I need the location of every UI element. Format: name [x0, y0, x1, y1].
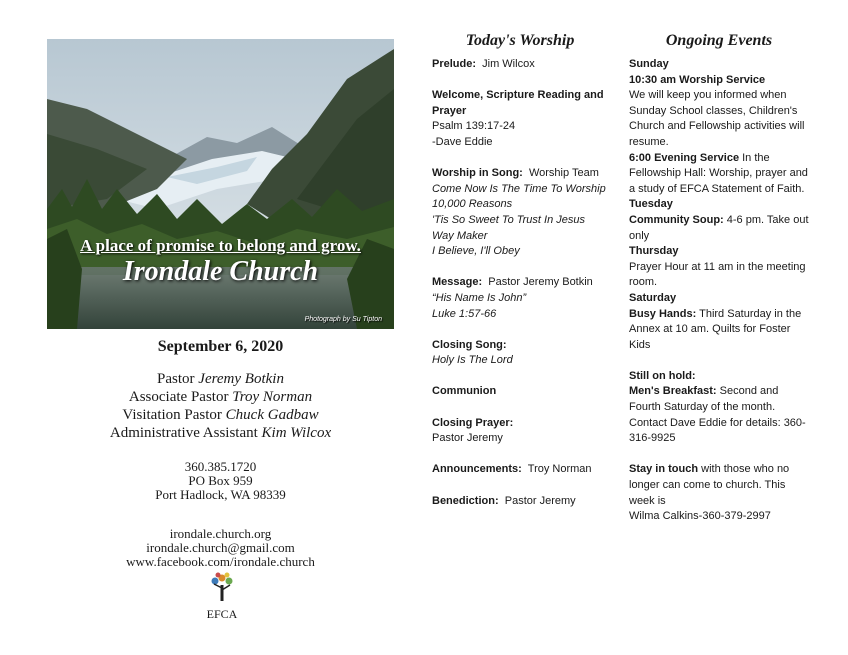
communion-item: Communion	[432, 385, 497, 398]
efca-label: EFCA	[206, 607, 238, 621]
facebook-link[interactable]: www.facebook.com/irondale.church	[126, 554, 315, 569]
contact-info	[47, 460, 394, 502]
closing-prayer-item: Closing Prayer: Pastor Jeremy	[432, 416, 514, 445]
sunday-section: Sunday 10:30 am Worship Service We will keep you informed when Sunday School classes, Children's Church and Fellowship activities will resume. 6:00 Evening Service In the Fellowship Hall: Worship, prayer and a study of EFCA Statement of Faith.	[629, 58, 808, 195]
saturday-section: Saturday Busy Hands: Third Saturday in the Annex at 10 am. Quilts for Foster Kids	[629, 291, 802, 351]
email-link[interactable]: irondale.church@gmail.com	[146, 540, 295, 555]
staff-associate-pastor: Associate Pastor Troy Norman	[128, 389, 313, 405]
cover-photo	[47, 39, 394, 329]
staff-pastor: Pastor Jeremy Botkin	[157, 371, 284, 387]
thursday-section: Thursday Prayer Hour at 11 am in the meeting room.	[629, 245, 806, 289]
on-hold-section: Still on hold: Men's Breakfast: Second and Fourth Saturday of the month. Contact Dave Eddie for details: 360-316-9925	[629, 369, 806, 445]
song-title: Way Maker	[432, 229, 488, 242]
song-title: Come Now Is The Time To Worship	[432, 182, 606, 195]
worship-order	[432, 32, 612, 509]
city-address: Port Hadlock, WA 98339	[155, 487, 286, 502]
worship-heading: Today's Worship	[465, 32, 575, 49]
welcome-item: Welcome, Scripture Reading and Prayer Psalm 139:17-24 -Dave Eddie	[432, 89, 604, 148]
staff-visitation-pastor: Visitation Pastor Chuck Gadbaw	[122, 407, 319, 423]
benediction-item: Benediction: Pastor Jeremy	[432, 494, 576, 507]
message-item: Message: Pastor Jeremy Botkin “His Name Is John” Luke 1:57-66	[432, 276, 593, 320]
song-title: 'Tis So Sweet To Trust In Jesus	[432, 213, 586, 226]
church-tagline: A place of promise to belong and grow.	[80, 236, 361, 255]
photo-credit: Photograph by Su Tipton	[304, 316, 382, 323]
stay-in-touch-section: Stay in touch with those who no longer can come to church. This week is Wilma Calkins-360-379-2997	[629, 463, 790, 523]
efca-logo	[200, 572, 244, 622]
staff-admin-assistant: Administrative Assistant Kim Wilcox	[109, 425, 332, 441]
bulletin-date: September 6, 2020	[157, 338, 284, 355]
worship-song-item: Worship in Song: Worship Team Come Now Is The Time To Worship 10,000 Reasons 'Tis So Sweet To Trust In Jesus Way Maker I Believe, I'll Obey	[432, 166, 612, 260]
prelude-item: Prelude: Jim Wilcox	[432, 58, 535, 70]
po-box: PO Box 959	[188, 473, 253, 488]
staff-list	[47, 370, 394, 442]
song-title: 10,000 Reasons	[432, 198, 513, 211]
ongoing-events	[629, 32, 809, 525]
song-title: I Believe, I'll Obey	[432, 245, 520, 258]
announcements-item: Announcements: Troy Norman	[432, 463, 592, 476]
phone-number: 360.385.1720	[184, 459, 257, 474]
web-links	[47, 527, 394, 569]
church-name: Irondale Church	[122, 256, 319, 287]
events-heading: Ongoing Events	[665, 32, 773, 49]
tuesday-section: Tuesday Community Soup: 4-6 pm. Take out only	[629, 198, 809, 242]
closing-song-item: Closing Song: Holy Is The Lord	[432, 338, 513, 367]
website-link[interactable]: irondale.church.org	[169, 526, 272, 541]
tree-logo-icon	[208, 572, 236, 602]
